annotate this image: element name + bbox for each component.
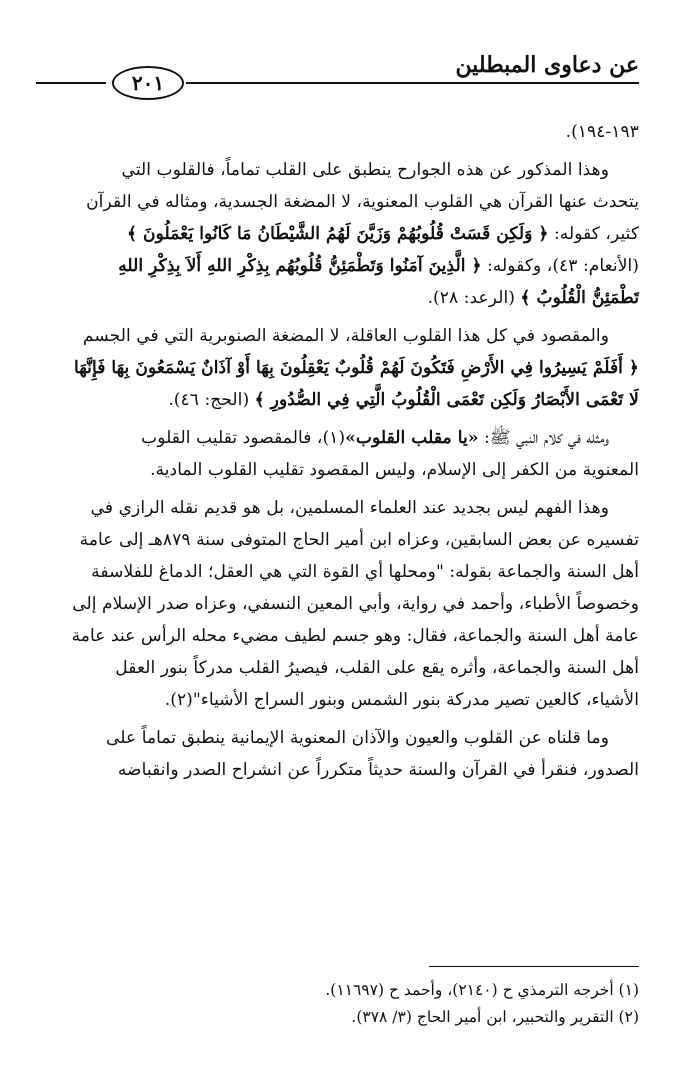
text-line: وهذا المذكور عن هذه الجوارح ينطبق على القلب تماماً، فالقلوب التي xyxy=(121,160,609,180)
text-line: يتحدث عنها القرآن هي القلوب المعنوية، لا المضغة الجسدية، ومثاله في القرآن xyxy=(86,192,639,212)
quran-verse: ﴿ أَفَلَمْ يَسِيرُوا فِي الأَرْضِ فَتَكُونَ لَهُمْ قُلُوبٌ يَعْقِلُونَ بِهَا أَوْ آذَانٌ يَسْمَعُونَ بِهَا فَإِنَّهَا xyxy=(74,358,639,378)
text-line: أهل السنة والجماعة، وأثره يقع على القلب، فيصيرُ القلب مدركاً بنور العقل xyxy=(115,658,639,678)
text-line xyxy=(36,250,639,282)
footnotes xyxy=(36,966,639,1031)
page-number: ٢٠١ xyxy=(112,66,184,100)
paragraph-1 xyxy=(36,154,639,314)
header-rule xyxy=(186,82,639,84)
verse-reference: (الرعد: ٢٨). xyxy=(427,288,521,308)
quran-verse: لَا تَعْمَى الأَبْصَارُ وَلَكِن تَعْمَى الْقُلُوبُ الَّتِي فِي الصُّدُورِ ﴾ xyxy=(254,390,639,410)
paragraph-3 xyxy=(36,422,639,486)
text-line: والمقصود في كل هذا القلوب العاقلة، لا المضغة الصنوبرية التي في الجسم xyxy=(82,326,609,346)
text-line xyxy=(36,218,639,250)
running-title: عن دعاوى المبطلين xyxy=(455,52,639,78)
page-header xyxy=(0,0,675,100)
footnote-rule xyxy=(429,966,639,967)
paragraph-5 xyxy=(36,722,639,786)
text-line: وما قلناه عن القلوب والعيون والآذان المعنوية الإيمانية ينطبق تماماً على xyxy=(105,728,609,748)
text-run: ومثله في كلام النبي ﷺ: xyxy=(478,428,609,448)
header-rule-left xyxy=(36,82,106,84)
text-line: عامة أهل السنة والجماعة، فقال: وهو جسم لطيف مضيء محله الرأس عند عامة xyxy=(71,626,639,646)
text-line: الصدور، فنقرأ في القرآن والسنة حديثاً متكرراً عن انشراح الصدر وانقباضه xyxy=(117,760,639,780)
quran-verse: تَطْمَئِنُّ الْقُلُوبُ ﴾ xyxy=(520,288,639,308)
verse-reference: (الحج: ٤٦). xyxy=(168,390,255,410)
text-line: أهل السنة والجماعة بقوله: "ومحلها أي القوة التي هي العقل؛ الدماغ للفلاسفة xyxy=(91,562,639,582)
paragraph-4 xyxy=(36,492,639,716)
text-line: تفسيره عن بعض السابقين، وعزاه ابن أمير الحاج المتوفى سنة ٨٧٩هـ إلى عامة xyxy=(79,530,639,550)
text-line: المعنوية من الكفر إلى الإسلام، وليس المقصود تقليب القلوب المادية. xyxy=(150,460,639,480)
text-line xyxy=(36,422,639,454)
main-text xyxy=(36,116,639,792)
paragraph-continuation xyxy=(36,116,639,148)
footnote-2: (٢) التقرير والتحبير، ابن أمير الحاج (٣/ ٣٧٨). xyxy=(351,1008,639,1026)
text-run: كثير، كقوله: xyxy=(548,224,639,244)
hadith-quote: «يا مقلب القلوب» xyxy=(345,428,479,448)
text-line xyxy=(36,384,639,416)
text-line: الأشياء، كالعين تصير مدركة بنور الشمس وبنور السراج الأشياء"(٢). xyxy=(164,690,639,710)
text-line xyxy=(36,282,639,314)
text-line: وهذا الفهم ليس بجديد عند العلماء المسلمين، بل هو قديم نقله الرازي في xyxy=(90,498,609,518)
quran-verse: ﴿ الَّذِينَ آمَنُوا وَتَطْمَئِنُّ قُلُوبُهُم بِذِكْرِ اللهِ أَلاَ بِذِكْرِ اللهِ xyxy=(118,256,482,276)
quran-verse: ﴿ وَلَكِن قَسَتْ قُلُوبُهُمْ وَزَيَّنَ لَهُمُ الشَّيْطَانُ مَا كَانُوا يَعْمَلُونَ ﴾ xyxy=(126,224,549,244)
text-line: ١٩٣-١٩٤). xyxy=(565,122,639,142)
footnote-1: (١) أخرجه الترمذي ح (٢١٤٠)، وأحمد ح (١١٦٩٧). xyxy=(325,981,639,999)
text-run: (١)، فالمقصود تقليب القلوب xyxy=(141,428,346,448)
paragraph-2 xyxy=(36,320,639,416)
text-line: وخصوصاً الأطباء، وأحمد في رواية، وأبي المعين النسفي، وعزاه صدر الإسلام إلى xyxy=(72,594,639,614)
text-run: (الأنعام: ٤٣)، وكقوله: xyxy=(481,256,639,276)
